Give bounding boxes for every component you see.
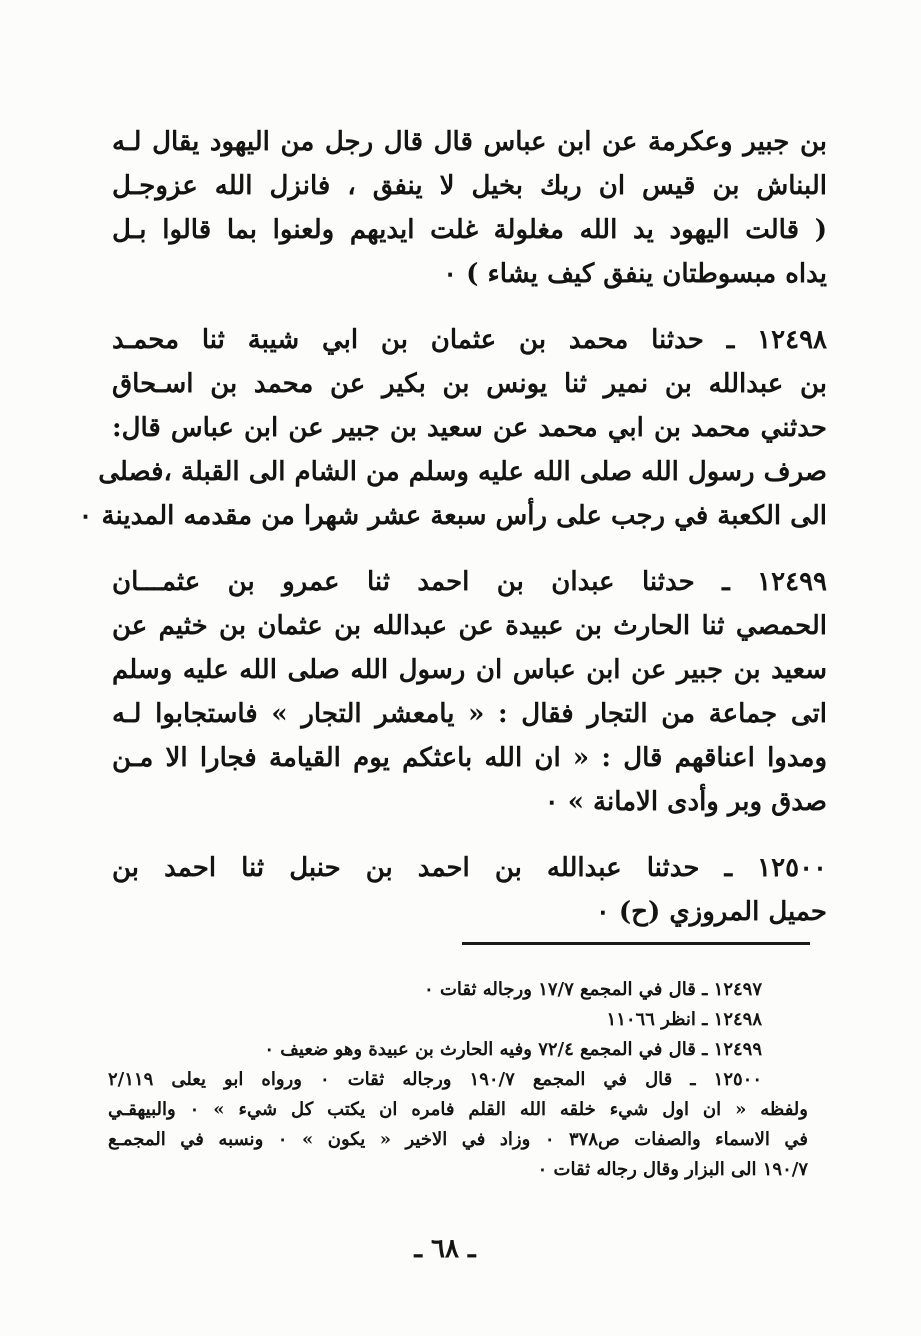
main-text-block	[78, 120, 827, 934]
text-line: حدثني محمد بن ابي محمد عن سعيد بن جبير عن ابن عباس قال:	[112, 413, 827, 443]
text-line: حميل المروزي (ح) ٠	[595, 897, 827, 927]
page-number: ـ ٦٨ ـ	[414, 1234, 476, 1264]
text-line: صدق وبر وأدى الامانة » ٠	[544, 787, 827, 817]
footnote-line: ١٢٥٠٠ ـ قال في المجمع ١٩٠/٧ ورجاله ثقات ٠ ورواه ابو يعلى ٢/١١٩	[108, 1069, 762, 1090]
text-line: سعيد بن جبير عن ابن عباس ان رسول الله صلى الله عليه وسلم	[112, 655, 827, 685]
footnote-line: ١٩٠/٧ الى البزار وقال رجاله ثقات ٠	[537, 1159, 808, 1180]
text-line: ١٢٤٩٩ ـ حدثنا عبدان بن احمد ثنا عمرو بن عثمـــان	[112, 567, 827, 597]
text-line: ( قالت اليهود يد الله مغلولة غلت ايديهم ولعنوا بما قالوا بـل	[112, 215, 827, 245]
text-line: ١٢٥٠٠ ـ حدثنا عبدالله بن احمد بن حنبل ثنا احمد بن	[112, 853, 827, 883]
footnote-separator	[462, 942, 810, 945]
text-line: ومدوا اعناقهم قال : « ان الله باعثكم يوم القيامة فجارا الا مـن	[112, 743, 827, 773]
paragraph-gap	[112, 538, 827, 560]
text-line: بن عبدالله بن نمير ثنا يونس بن بكير عن محمد بن اسـحاق	[112, 369, 827, 399]
text-line: اتى جماعة من التجار فقال : « يامعشر التجار » فاستجابوا لـه	[112, 699, 827, 729]
text-line: يداه مبسوطتان ينفق كيف يشاء ) ٠	[443, 259, 827, 289]
footnote-line: ١٢٤٩٨ ـ انظر ١١٠٦٦	[606, 1009, 762, 1030]
footnote-line: ولفظه « ان اول شيء خلقه الله القلم فامره ان يكتب كل شيء » ٠ والبيهقـي	[108, 1099, 808, 1120]
footnote-line: ١٢٤٩٧ ـ قال في المجمع ١٧/٧ ورجاله ثقات ٠	[424, 979, 762, 1000]
paragraph-gap	[112, 296, 827, 318]
text-line: الحمصي ثنا الحارث بن عبيدة عن عبدالله بن عثمان بن خثيم عن	[112, 611, 827, 641]
text-line: ١٢٤٩٨ ـ حدثنا محمد بن عثمان بن ابي شيبة ثنا محمـد	[112, 325, 827, 355]
paragraph-gap	[112, 824, 827, 846]
footnotes-block	[108, 975, 808, 1185]
text-line: الى الكعبة في رجب على رأس سبعة عشر شهرا من مقدمه المدينة ٠	[78, 501, 827, 531]
text-line: صرف رسول الله صلى الله عليه وسلم من الشام الى القبلة ،فصلى	[98, 457, 827, 487]
text-line: بن جبير وعكرمة عن ابن عباس قال قال رجل من اليهود يقال لـه	[112, 127, 827, 157]
footnote-line: في الاسماء والصفات ص٣٧٨ ٠ وزاد في الاخير « يكون » ٠ ونسبه في المجمـع	[108, 1129, 808, 1150]
text-line: البناش بن قيس ان ربك بخيل لا ينفق ، فانزل الله عزوجـل	[112, 171, 827, 201]
footnote-line: ١٢٤٩٩ ـ قال في المجمع ٧٢/٤ وفيه الحارث بن عبيدة وهو ضعيف ٠	[264, 1039, 762, 1060]
